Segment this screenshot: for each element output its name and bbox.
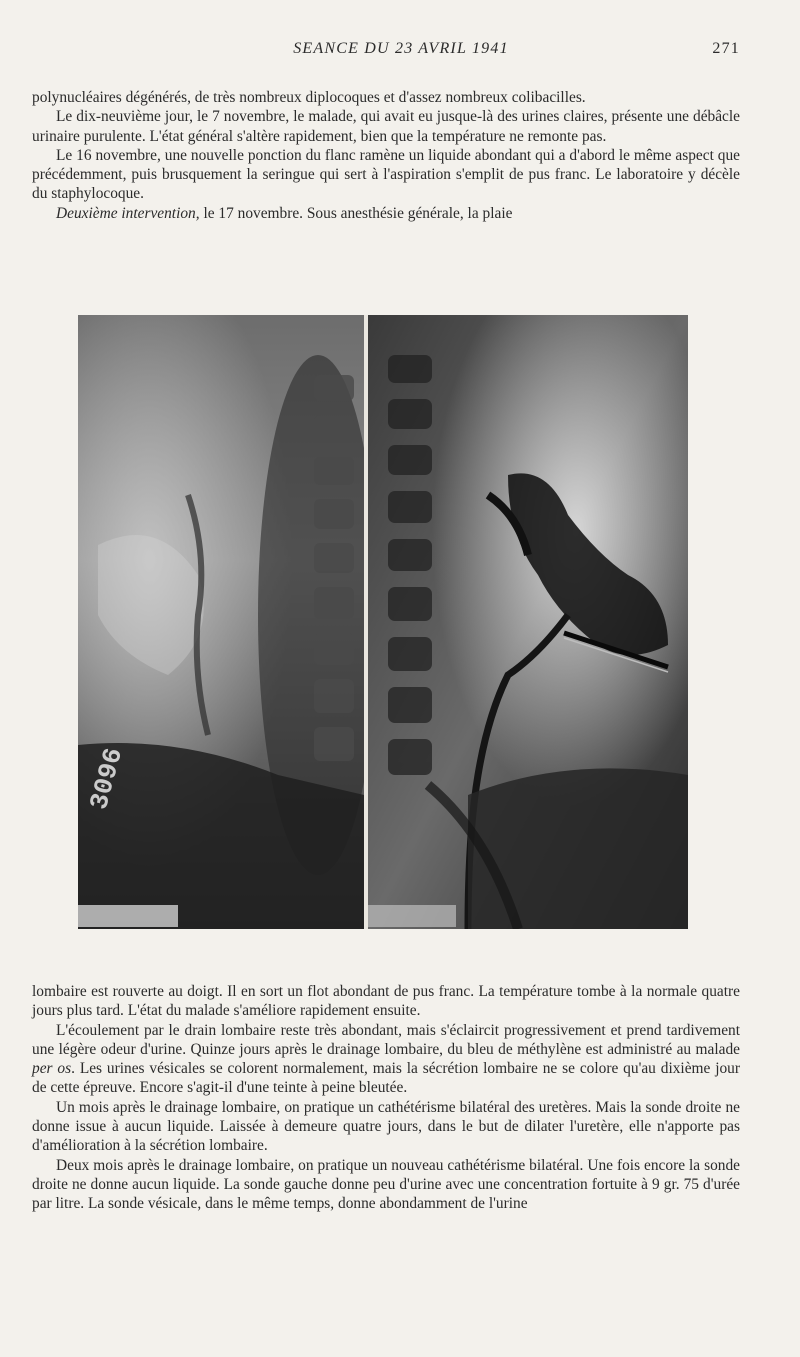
radiograph-left xyxy=(78,315,364,929)
paragraph: Un mois après le drainage lombaire, on pratique un cathétérisme bilatéral des uretères. Mais la sonde droite ne donne issue à aucun liquide. Laissée à demeure quatre jours, dans le but de dilater l'uretère, elle n'apporte pas d'amélioration à la sécrétion lombaire. xyxy=(32,1098,740,1155)
paragraph: polynucléaires dégénérés, de très nombreux diplocoques et d'assez nombreux colibacilles. xyxy=(32,89,586,106)
paragraph: Le dix-neuvième jour, le 7 novembre, le malade, qui avait eu jusque-là des urines claires, présente une débâcle urinaire purulente. L'état général s'altère rapidement, bien que la température ne remonte pas. xyxy=(32,108,740,145)
paragraph-deuxieme-intervention xyxy=(32,204,740,223)
film-label xyxy=(78,905,178,927)
section-label: Deuxième intervention, xyxy=(56,204,200,222)
top-text-block xyxy=(32,88,740,223)
paragraph-text: L'écoulement par le drain lombaire reste très abondant, mais s'éclaircit progressivement et prend tardivement une légère odeur d'urine. Quinze jours après le drainage lombaire, du bleu de méthylène est administré au malade xyxy=(32,1021,740,1058)
paragraph-text: . Les urines vésicales se colorent normalement, mais la sécrétion lombaire ne se colore qu'au dixième jour de cette épreuve. Encore s'agit-il d'une teinte à peine bleutée. xyxy=(32,1060,740,1097)
paragraph: lombaire est rouverte au doigt. Il en sort un flot abondant de pus franc. La température tombe à la normale quatre jours plus tard. L'état du malade s'améliore rapidement ensuite. xyxy=(32,983,740,1020)
paragraph xyxy=(32,1021,740,1098)
page-number: 271 xyxy=(712,40,740,57)
radiograph-right xyxy=(368,315,688,929)
bottom-text-block xyxy=(32,982,740,1214)
header-title: SEANCE DU 23 AVRIL 1941 xyxy=(293,40,509,57)
latin-term: per os xyxy=(32,1060,72,1078)
paragraph: Deux mois après le drainage lombaire, on pratique un nouveau cathétérisme bilatéral. Une fois encore la sonde droite ne donne aucun liquide. La sonde gauche donne peu d'urine avec une concentration fortuite à 9 gr. 75 d'urée par litre. La sonde vésicale, dans le même temps, donne abondamment de l'urine xyxy=(32,1156,740,1213)
radiograph-figure xyxy=(78,315,688,929)
film-number: 3096 xyxy=(84,744,130,813)
paragraph-text: le 17 novembre. Sous anesthésie générale, la plaie xyxy=(199,204,513,222)
paragraph: Le 16 novembre, une nouvelle ponction du flanc ramène un liquide abondant qui a d'abord le même aspect que précédemment, puis brusquement la seringue qui sert à l'aspiration s'emplit de pus franc. Le laboratoire y décèle du staphylocoque. xyxy=(32,146,740,203)
running-header xyxy=(62,40,740,64)
film-label xyxy=(368,905,456,927)
